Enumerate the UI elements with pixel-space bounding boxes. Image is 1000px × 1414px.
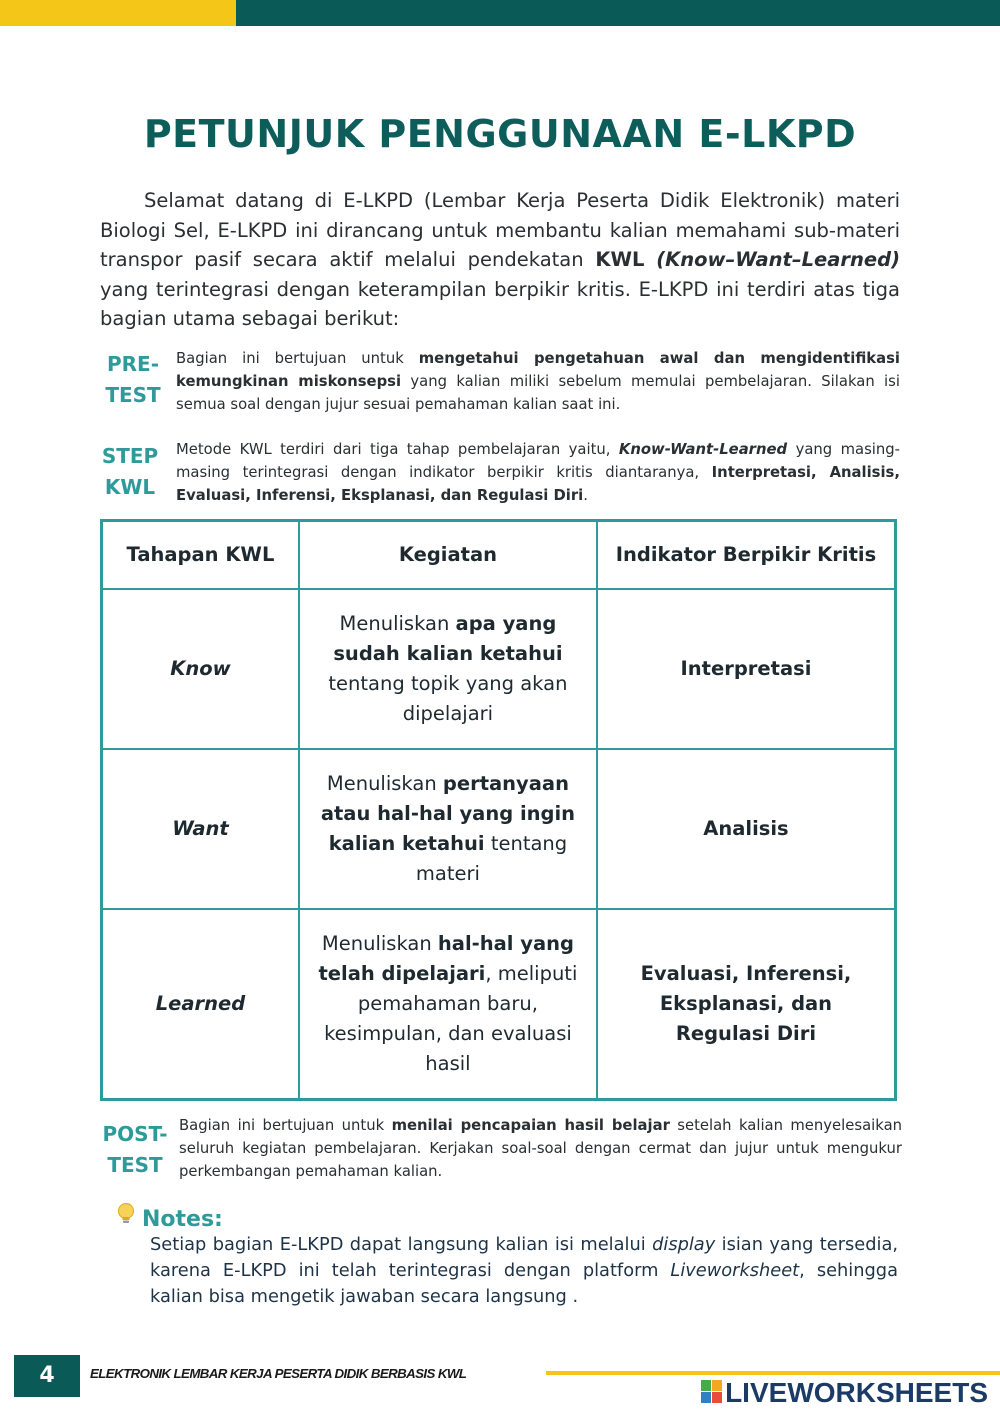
table-cell-indicator: Analisis: [597, 749, 896, 909]
top-accent-bar-teal: [236, 0, 1000, 26]
stepkwl-description: Metode KWL terdiri dari tiga tahap pembelajaran yaitu, Know-Want-Learned yang masing-masing terintegrasi dengan indikator berpikir kritis diantaranya, Interpretasi, Analisis, Evaluasi, Inferensi, Eksplanasi, dan Regulasi Diri.: [176, 441, 900, 504]
pretest-description: Bagian ini bertujuan untuk mengetahui pengetahuan awal dan mengidentifikasi kemungkinan miskonsepsi yang kalian miliki sebelum memulai pembelajaran. Silakan isi semua soal dengan jujur sesuai pemahaman kalian saat ini.: [176, 350, 900, 413]
table-row: [102, 589, 896, 749]
footer-title: ELEKTRONIK LEMBAR KERJA PESERTA DIDIK BERBASIS KWL: [90, 1366, 467, 1381]
notes-heading: Notes:: [116, 1202, 223, 1232]
table-cell-activity: Menuliskan pertanyaan atau hal-hal yang ingin kalian ketahui tentang materi: [299, 749, 597, 909]
table-cell-activity: Menuliskan apa yang sudah kalian ketahui tentang topik yang akan dipelajari: [299, 589, 597, 749]
table-header: Tahapan KWL: [102, 521, 299, 590]
table-cell-indicator: Interpretasi: [597, 589, 896, 749]
table-cell-stage: Want: [102, 749, 299, 909]
intro-paragraph: Selamat datang di E-LKPD (Lembar Kerja Peserta Didik Elektronik) materi Biologi Sel, E-LKPD ini dirancang untuk membantu kalian memahami sub-materi transpor pasif secara aktif melalui pendekatan KWL (Know–Want–Learned) yang terintegrasi dengan keterampilan berpikir kritis. E-LKPD ini terdiri atas tiga bagian utama sebagai berikut:: [100, 189, 900, 330]
stepkwl-label: STEP KWL: [101, 444, 159, 499]
table-cell-activity: Menuliskan hal-hal yang telah dipelajari, meliputi pemahaman baru, kesimpulan, dan evaluasi hasil: [299, 909, 597, 1099]
posttest-description: Bagian ini bertujuan untuk menilai pencapaian hasil belajar setelah kalian menyelesaikan seluruh kegiatan pembelajaran. Kerjakan soal-soal dengan cermat dan jujur untuk mengukur perkembangan pemahaman kalian.: [179, 1117, 903, 1180]
kwl-table: [100, 519, 897, 1101]
page-number: 4: [14, 1355, 80, 1397]
table-cell-indicator: Evaluasi, Inferensi, Eksplanasi, dan Regulasi Diri: [597, 909, 896, 1099]
posttest-label: POST- TEST: [102, 1122, 168, 1177]
liveworksheets-brand[interactable]: LIVEWORKSHEETS: [701, 1377, 988, 1409]
pretest-label: PRE- TEST: [105, 352, 161, 407]
top-accent-bar-yellow: [0, 0, 236, 26]
table-cell-stage: Learned: [102, 909, 299, 1099]
table-row: [102, 909, 896, 1099]
page-title: PETUNJUK PENGGUNAAN E-LKPD: [143, 112, 857, 156]
footer-accent-line: [546, 1371, 1000, 1375]
liveworksheets-logo-icon: [701, 1379, 723, 1403]
table-row: [102, 749, 896, 909]
table-header-row: [102, 521, 896, 590]
table-header: Kegiatan: [299, 521, 597, 590]
table-header: Indikator Berpikir Kritis: [597, 521, 896, 590]
lightbulb-icon: [116, 1202, 142, 1232]
table-cell-stage: Know: [102, 589, 299, 749]
notes-text: Setiap bagian E-LKPD dapat langsung kalian isi melalui display isian yang tersedia, karena E-LKPD ini telah terintegrasi dengan platform Liveworksheet, sehingga kalian bisa mengetik jawaban secara langsung .: [150, 1234, 899, 1307]
